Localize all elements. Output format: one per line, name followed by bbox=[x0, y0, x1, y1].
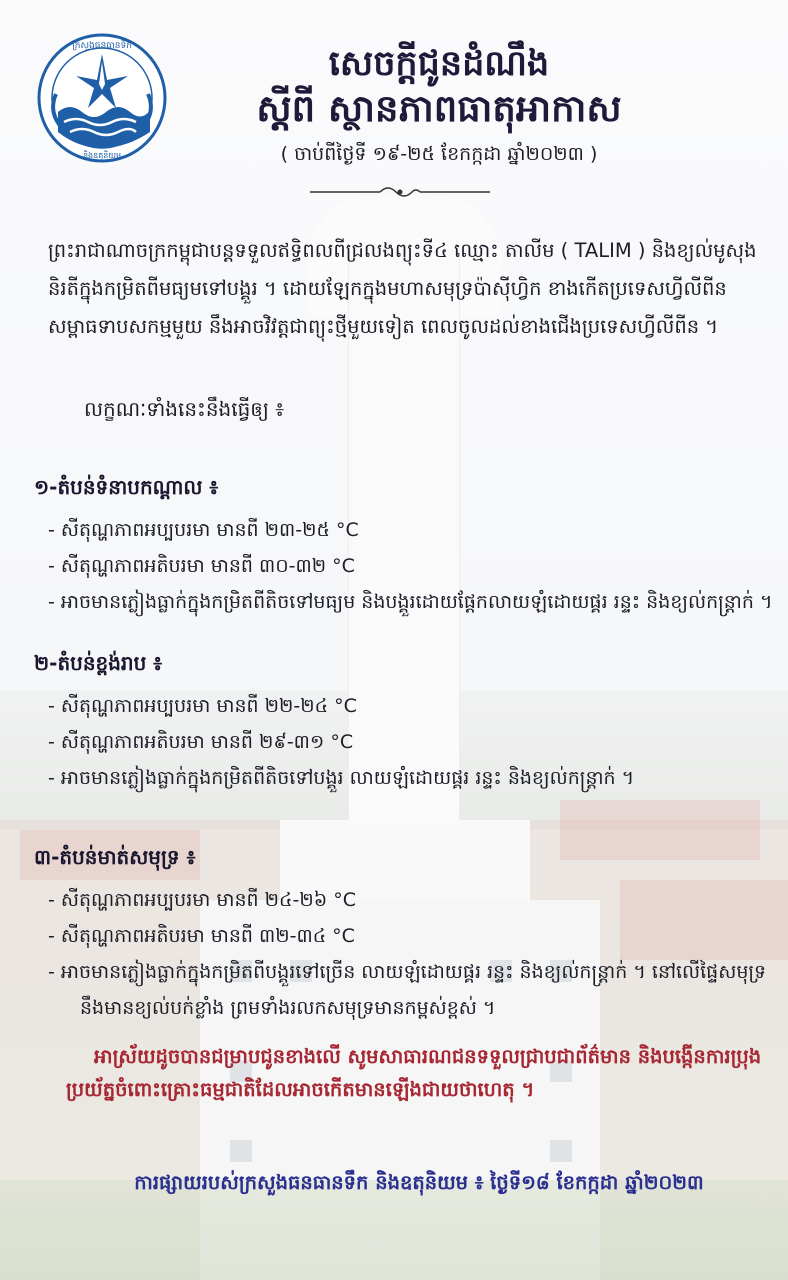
max-temperature: - សីតុណ្ហភាពអតិបរមា មានពី ៣០-៣២ °C bbox=[48, 555, 355, 577]
region-title: ២-តំបន់ខ្ពង់រាប ៖ bbox=[34, 651, 163, 675]
min-temperature: - សីតុណ្ហភាពអប្បបរមា មានពី ២៤-២៦ °C bbox=[48, 889, 356, 911]
intro-paragraph: ព្រះរាជាណាចក្រកម្ពុជាបន្តទទួលឥទ្ធិពលពីជ្រលងព្យុះទី៤ ឈ្មោះ តាលីម ( TALIM ) និងខ្យល់មូសុងនិរតីក្នុងកម្រិតពីមធ្យមទៅបង្គួរ ។ ដោយឡែកក្នុងមហាសមុទ្រប៉ាស៊ីហ្វិក ខាងកើតប្រទេសហ្វីលីពីន សម្ពាធទាបសកម្មមួយ នឹងអាចវិវត្តជាព្យុះថ្មីមួយទៀត ពេលចូលដល់ខាងជើងប្រទេសហ្វីលីពីន ។ bbox=[48, 239, 757, 338]
rain-forecast: - អាចមានភ្លៀងធ្លាក់ក្នុងកម្រិតពីបង្គួរទៅច្រើន លាយឡំដោយផ្គរ រន្ទះ និងខ្យល់កន្ត្រាក់ ។ នៅលើផ្ទៃសមុទ្រ នឹងមានខ្យល់បក់ខ្លាំង ព្រមទាំងរលកសមុទ្រមានកម្ពស់ខ្ពស់ ។ bbox=[48, 961, 767, 1019]
min-temperature: - សីតុណ្ហភាពអប្បបរមា មានពី ២២-២៤ °C bbox=[48, 695, 357, 717]
notice-subtitle: ស្តីពី ស្ថានភាពធាតុអាកាស bbox=[256, 86, 622, 130]
logo-text-bottom: និងឧតុនិយម bbox=[82, 151, 122, 160]
max-temperature: - សីតុណ្ហភាពអតិបរមា មានពី ៣២-៣៤ °C bbox=[48, 925, 355, 947]
notice-title: សេចក្តីជូនដំណឹង bbox=[328, 43, 550, 84]
public-advisory: អាស្រ័យដូចបានជម្រាបជូនខាងលើ សូមសាធារណជនទទួលជ្រាបជាព័ត៌មាន និងបង្កើនការប្រុងប្រយ័ត្នចំពោះគ្រោះធម្មជាតិដែលអាចកើតមានឡើងជាយថាហេតុ ។ bbox=[66, 1045, 762, 1101]
divider-ornament-icon bbox=[310, 182, 490, 202]
region-title: ១-តំបន់ទំនាបកណ្តាល ៖ bbox=[34, 475, 219, 499]
region-plateau bbox=[34, 650, 774, 796]
features-heading: លក្ខណៈទាំងនេះនឹងធ្វើឲ្យ ៖ bbox=[84, 397, 285, 421]
issuer-line: ការផ្សាយរបស់ក្រសួងធនធានទឹក និងឧតុនិយម ៖ ថ្ងៃទី១៨ ខែកក្កដា ឆ្នាំ២០២៣ bbox=[134, 1171, 704, 1194]
max-temperature: - សីតុណ្ហភាពអតិបរមា មានពី ២៩-៣១ °C bbox=[48, 731, 354, 753]
date-range: ( ចាប់ពីថ្ងៃទី ១៩-២៥ ខែកក្កដា ឆ្នាំ២០២៣ ) bbox=[280, 143, 598, 165]
region-coastal bbox=[34, 844, 774, 1026]
region-title: ៣-តំបន់មាត់សមុទ្រ ៖ bbox=[34, 845, 196, 869]
rain-forecast: - អាចមានភ្លៀងធ្លាក់ក្នុងកម្រិតពីតិចទៅបង្គួរ លាយឡំដោយផ្គរ រន្ទះ និងខ្យល់កន្ត្រាក់ ។ bbox=[48, 767, 635, 789]
region-central-plain bbox=[34, 474, 774, 620]
logo-text-top: ក្រសួងធនធានទឹក bbox=[72, 41, 132, 51]
rain-forecast: - អាចមានភ្លៀងធ្លាក់ក្នុងកម្រិតពីតិចទៅមធ្យម និងបង្គួរដោយផ្តែកលាយឡំដោយផ្គរ រន្ទះ និងខ្យល់កន្ត្រាក់ ។ bbox=[48, 591, 773, 613]
min-temperature: - សីតុណ្ហភាពអប្បបរមា មានពី ២៣-២៥ °C bbox=[48, 519, 359, 541]
